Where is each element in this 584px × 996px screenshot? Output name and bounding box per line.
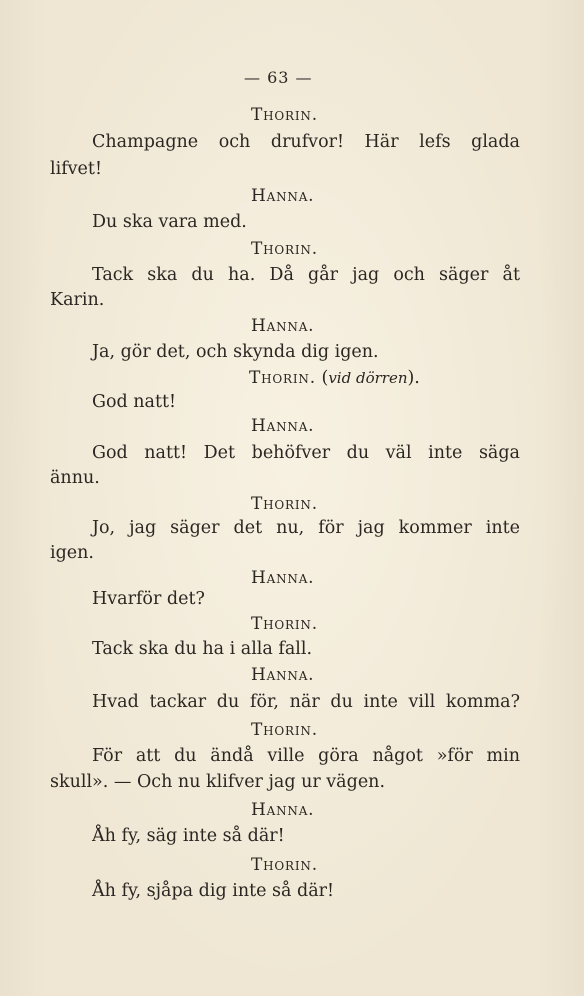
paren-open: ( [321,368,329,388]
stage-direction: vid dörren [328,369,408,387]
speaker-hanna: Hanna. [251,800,315,820]
dialogue-line: Åh fy, sjåpa dig inte så där! [92,881,335,901]
dialogue-line: Hvad tackar du för, när du inte vill komma? [92,692,520,712]
dialogue-line: Åh fy, säg inte så där! [92,826,285,846]
speaker-with-stage-direction [249,367,420,389]
speaker-hanna: Hanna. [251,316,315,336]
speaker-hanna: Hanna. [251,665,315,685]
dialogue-line: Du ska vara med. [92,212,247,232]
speaker-thorin: Thorin. [251,855,318,875]
dialogue-line: skull». — Och nu klifver jag ur vägen. [50,772,386,792]
dialogue-line: Karin. [50,290,105,310]
dialogue-line: ännu. [50,468,100,488]
dialogue-line: Ja, gör det, och skynda dig igen. [92,342,379,362]
speaker-thorin: Thorin. [251,239,318,259]
dialogue-line: Champagne och drufvor! Här lefs glada [92,132,520,152]
paren-close: ). [407,368,420,388]
dialogue-line: lifvet! [50,159,102,179]
dialogue-line: Tack ska du ha i alla fall. [92,639,313,659]
dialogue-line: igen. [50,543,94,563]
speaker-hanna: Hanna. [251,186,315,206]
speaker-thorin: Thorin. [249,368,316,388]
speaker-thorin: Thorin. [251,105,318,125]
speaker-hanna: Hanna. [251,416,315,436]
dialogue-line: För att du ändå ville göra något »för min [92,746,520,766]
page-number: — 63 — [244,68,313,87]
speaker-thorin: Thorin. [251,614,318,634]
speaker-thorin: Thorin. [251,720,318,740]
speaker-hanna: Hanna. [251,568,315,588]
speaker-thorin: Thorin. [251,494,318,514]
dialogue-line: Jo, jag säger det nu, för jag kommer inte [92,518,520,538]
dialogue-line: Tack ska du ha. Då går jag och säger åt [92,265,520,285]
dialogue-line: Hvarför det? [92,589,205,609]
dialogue-line: God natt! [92,392,177,412]
dialogue-line: God natt! Det behöfver du väl inte säga [92,443,520,463]
